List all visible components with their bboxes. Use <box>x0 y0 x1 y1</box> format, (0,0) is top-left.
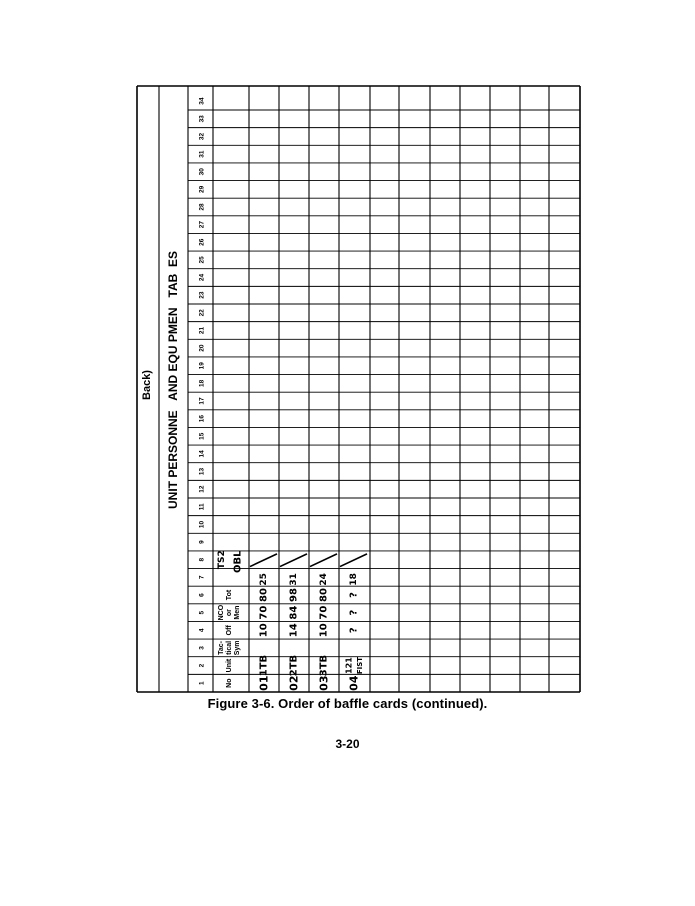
column-number: 30 <box>198 168 206 176</box>
column-number: 25 <box>198 256 206 264</box>
handwritten-slash <box>250 554 277 567</box>
column-number: 27 <box>198 221 206 229</box>
handwritten-unit: FIST <box>356 656 364 675</box>
handwritten-tot: 80 <box>258 588 270 602</box>
handwritten-tot: 98 <box>288 588 300 602</box>
column-number: 5 <box>198 610 206 615</box>
column-number: 9 <box>198 540 206 544</box>
header-tot: Tot <box>226 589 233 601</box>
column-number: 7 <box>198 575 206 580</box>
handwritten-nco: 70 <box>318 605 330 620</box>
column-number: 11 <box>198 503 206 511</box>
column-number: 10 <box>198 520 206 529</box>
handwritten-unit: 2TB <box>288 654 300 677</box>
column-number: 8 <box>198 557 206 562</box>
card-title: UNIT PERSONNE AND EQU PMEN TAB ES <box>166 250 180 510</box>
column-number: 22 <box>198 309 206 317</box>
column-number: 3 <box>198 646 206 650</box>
handwritten-off: 10 <box>318 623 330 638</box>
column-number: 15 <box>198 432 206 440</box>
header-nco-or-men: NCOorMen <box>218 604 241 621</box>
header-no: No <box>226 678 233 688</box>
handwritten-tot: ? <box>348 592 360 598</box>
column-number: 13 <box>198 467 206 476</box>
header-tactical-symbol: Tac-ticalSym <box>218 640 241 656</box>
handwritten-no: 03 <box>317 675 331 691</box>
column-number: 24 <box>198 273 206 282</box>
handwritten-tot: 80 <box>318 588 330 602</box>
column-number: 29 <box>198 185 206 193</box>
handwritten-unit: 121 <box>344 657 354 674</box>
column-number: 4 <box>198 628 206 633</box>
handwritten-header-top: TS2 <box>217 550 227 570</box>
handwritten-nco: 84 <box>288 605 300 620</box>
column-number: 6 <box>198 593 206 597</box>
column-number: 18 <box>198 379 206 387</box>
handwritten-no: 01 <box>257 675 271 691</box>
page-number: 3-20 <box>335 737 360 751</box>
handwritten-no: 04 <box>347 675 361 691</box>
figure-caption: Figure 3-6. Order of baffle cards (continued). <box>207 696 488 711</box>
handwritten-extra: 24 <box>319 573 329 586</box>
handwritten-off: 14 <box>288 623 300 638</box>
column-number: 26 <box>198 238 206 246</box>
handwritten-unit: 1TB <box>258 654 270 677</box>
header-off: Off <box>226 625 233 636</box>
handwritten-header-bottom: OBL <box>232 550 244 573</box>
column-number: 28 <box>198 203 206 211</box>
handwritten-slash <box>310 554 337 567</box>
handwritten-slash <box>340 554 367 567</box>
column-number: 31 <box>198 150 206 158</box>
column-number: 1 <box>198 681 206 685</box>
column-number: 34 <box>198 97 206 105</box>
column-number: 16 <box>198 415 206 423</box>
column-number: 12 <box>198 485 206 493</box>
handwritten-extra: 31 <box>289 573 299 586</box>
column-number: 23 <box>198 291 206 299</box>
side-label: Back) <box>141 370 153 400</box>
column-number: 19 <box>198 362 206 370</box>
column-number: 14 <box>198 450 206 458</box>
handwritten-nco: 70 <box>258 605 270 620</box>
handwritten-off: ? <box>348 627 360 634</box>
handwritten-nco: ? <box>348 609 360 616</box>
handwritten-unit: 3TB <box>318 654 330 677</box>
column-number: 20 <box>198 344 206 352</box>
column-number: 33 <box>198 115 206 123</box>
handwritten-extra: 18 <box>349 573 359 586</box>
handwritten-no: 02 <box>287 675 301 691</box>
handwritten-off: 10 <box>258 623 270 638</box>
handwritten-slash <box>280 554 307 567</box>
handwritten-extra: 25 <box>259 573 269 586</box>
header-unit: Unit <box>226 658 233 673</box>
column-number: 2 <box>198 663 206 668</box>
column-number: 32 <box>198 132 206 141</box>
column-number: 17 <box>198 397 206 405</box>
column-number: 21 <box>198 326 206 335</box>
